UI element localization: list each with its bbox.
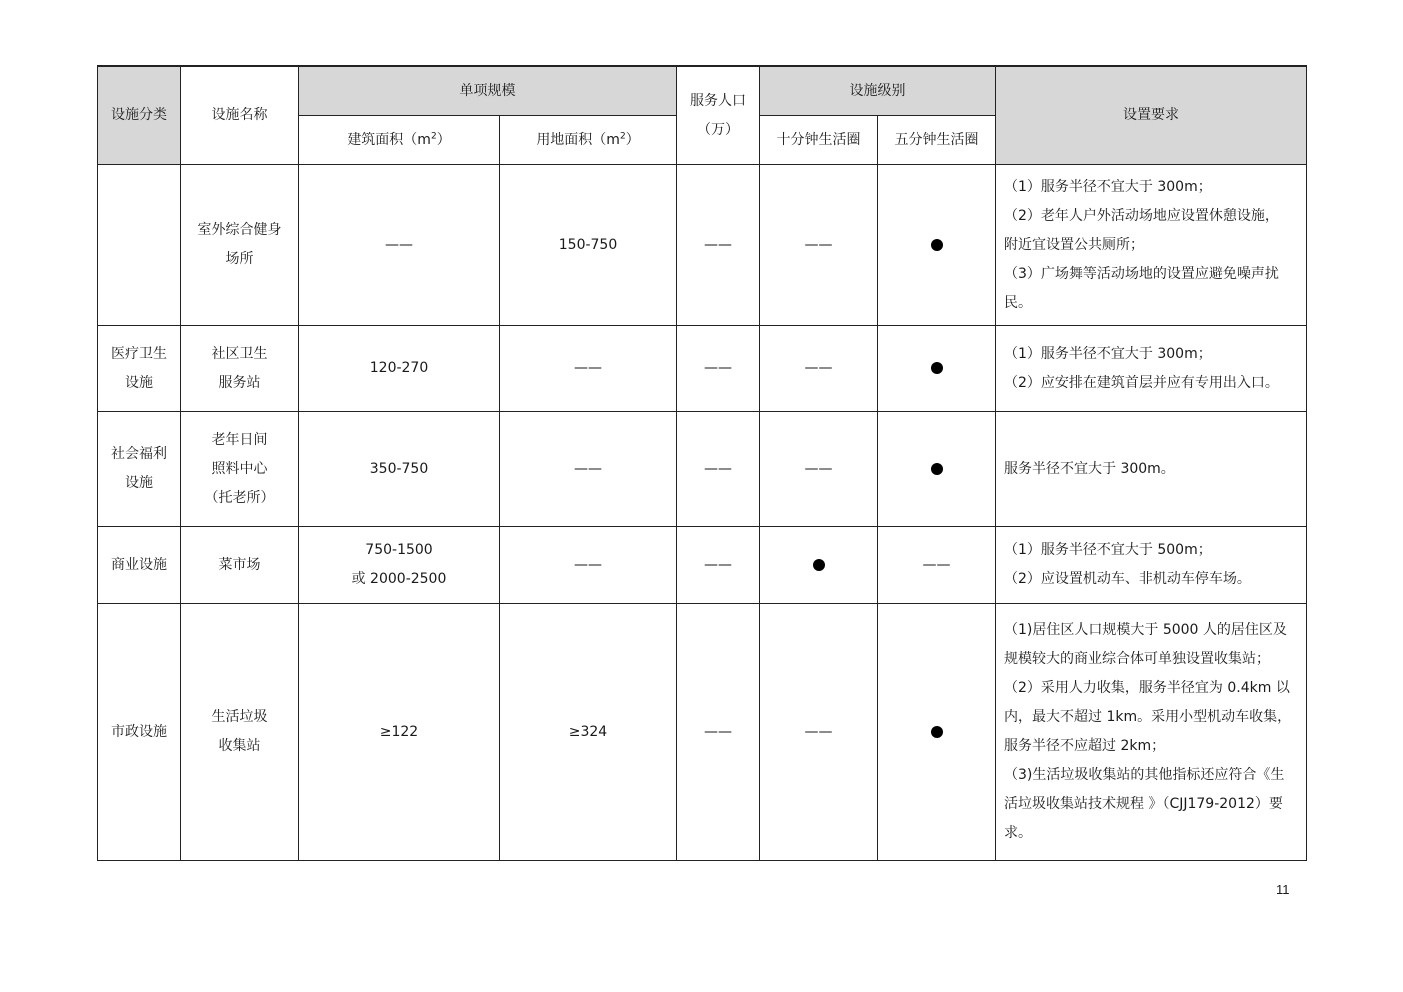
ten-min-line: —— — [804, 236, 833, 253]
building-area-label: 建筑面积（m — [347, 131, 431, 148]
population-cell — [677, 412, 760, 527]
name-cell — [181, 165, 299, 326]
requirement-line: 规模较大的商业综合体可单独设置收集站； — [1004, 651, 1270, 667]
category-line: 医疗卫生 — [111, 345, 167, 362]
header-name: 设施名称 — [181, 66, 299, 165]
header-population — [677, 66, 760, 165]
level-dot-icon — [931, 239, 943, 251]
five-min-line: —— — [922, 556, 951, 573]
facility-table — [97, 65, 1307, 861]
land-area-line: 150-750 — [558, 236, 618, 253]
land-area-cell — [500, 165, 677, 326]
ten-min-cell — [760, 165, 878, 326]
level-dot-icon — [931, 726, 943, 738]
land-area-cell — [500, 527, 677, 604]
name-cell — [181, 326, 299, 412]
building-area-cell — [299, 604, 500, 861]
requirement-line: （1）服务半径不宜大于 300m； — [1004, 178, 1212, 195]
header-requirements: 设置要求 — [996, 66, 1307, 165]
header-level: 设施级别 — [760, 66, 996, 116]
unit-close: ） — [625, 131, 640, 148]
level-dot-icon — [813, 559, 825, 571]
requirement-line: 附近宜设置公共厕所； — [1004, 236, 1144, 253]
land-area-cell — [500, 412, 677, 527]
requirements-cell — [996, 412, 1307, 527]
name-line: （托老所） — [204, 489, 275, 506]
building-area-cell — [299, 527, 500, 604]
name-cell — [181, 527, 299, 604]
building-area-line: 或 2000-2500 — [351, 571, 447, 587]
ten-min-line: —— — [804, 723, 833, 740]
building-area-line: 350-750 — [369, 460, 429, 477]
requirement-line: 民。 — [1004, 294, 1032, 311]
population-line: —— — [704, 360, 732, 376]
table-body — [98, 165, 1307, 861]
category-cell — [98, 412, 181, 527]
category-cell — [98, 165, 181, 326]
category-line: 设施 — [125, 374, 153, 391]
name-cell — [181, 412, 299, 527]
name-line: 室外综合健身 — [197, 222, 282, 238]
population-line: —— — [704, 723, 732, 740]
category-cell — [98, 527, 181, 604]
category-line: 社会福利 — [111, 446, 167, 462]
unit-close: ） — [436, 131, 451, 148]
name-line: 社区卫生 — [211, 345, 268, 362]
requirements-cell — [996, 326, 1307, 412]
ten-min-line: —— — [804, 460, 833, 477]
building-area-cell — [299, 326, 500, 412]
table-row — [98, 527, 1307, 604]
ten-min-cell — [760, 326, 878, 412]
building-area-cell — [299, 165, 500, 326]
five-min-cell — [878, 326, 996, 412]
category-cell — [98, 326, 181, 412]
requirement-line: 服务半径不宜大于 300m。 — [1004, 460, 1175, 477]
population-cell — [677, 165, 760, 326]
name-line: 生活垃圾 — [211, 709, 268, 725]
requirement-line: （2）老年人户外活动场地应设置休憩设施， — [1004, 207, 1279, 224]
population-cell — [677, 527, 760, 604]
building-area-line: ≥122 — [379, 723, 419, 740]
requirement-line: （2）应安排在建筑首层并应有专用出入口。 — [1004, 374, 1279, 391]
requirement-line: 内，最大不超过 1km。采用小型机动车收集， — [1004, 709, 1292, 725]
land-area-line: —— — [574, 556, 602, 573]
ten-min-cell — [760, 527, 878, 604]
population-cell — [677, 326, 760, 412]
unit-sup: 2 — [430, 130, 437, 141]
building-area-cell — [299, 412, 500, 527]
ten-min-cell — [760, 604, 878, 861]
requirement-line: 服务半径不应超过 2km； — [1004, 738, 1166, 754]
land-area-line: —— — [574, 460, 602, 477]
name-line: 菜市场 — [218, 556, 261, 573]
category-line: 设施 — [125, 475, 153, 491]
land-area-line: —— — [574, 360, 602, 376]
ten-min-cell — [760, 412, 878, 527]
land-area-cell — [500, 326, 677, 412]
requirement-line: 活垃圾收集站技术规程 》（CJJ179-2012）要 — [1004, 796, 1283, 812]
land-area-line: ≥324 — [568, 723, 608, 740]
five-min-cell — [878, 165, 996, 326]
category-cell — [98, 604, 181, 861]
requirements-cell — [996, 604, 1307, 861]
requirement-line: （2）采用人力收集，服务半径宜为 0.4km 以 — [1004, 680, 1290, 696]
unit-sup: 2 — [619, 130, 626, 141]
population-line: —— — [704, 460, 732, 477]
name-line: 照料中心 — [211, 460, 268, 477]
header-building-area — [299, 116, 500, 165]
header-population-line1: 服务人口 — [690, 92, 746, 109]
page-number: 11 — [1276, 882, 1290, 897]
requirement-line: （3）广场舞等活动场地的设置应避免噪声扰 — [1004, 265, 1279, 282]
five-min-cell — [878, 412, 996, 527]
five-min-cell — [878, 604, 996, 861]
requirement-line: （1）服务半径不宜大于 500m； — [1004, 542, 1212, 558]
level-dot-icon — [931, 463, 943, 475]
table-row — [98, 412, 1307, 527]
requirements-cell — [996, 165, 1307, 326]
requirement-line: （1)居住区人口规模大于 5000 人的居住区及 — [1004, 622, 1287, 638]
requirement-line: （1）服务半径不宜大于 300m； — [1004, 345, 1212, 362]
header-category: 设施分类 — [98, 66, 181, 165]
building-area-line: —— — [385, 236, 413, 253]
name-line: 服务站 — [218, 374, 261, 391]
table-row — [98, 165, 1307, 326]
five-min-cell — [878, 527, 996, 604]
header-level-5min: 五分钟生活圈 — [878, 116, 996, 165]
header-land-area — [500, 116, 677, 165]
building-area-line: 750-1500 — [365, 542, 433, 558]
header-level-10min: 十分钟生活圈 — [760, 116, 878, 165]
requirement-line: 求。 — [1004, 825, 1032, 841]
table-row — [98, 326, 1307, 412]
requirements-cell — [996, 527, 1307, 604]
header-population-line2: （万） — [697, 121, 739, 138]
name-line: 收集站 — [218, 738, 261, 754]
category-line: 商业设施 — [111, 556, 167, 573]
name-cell — [181, 604, 299, 861]
requirement-line: （3)生活垃圾收集站的其他指标还应符合《生 — [1004, 767, 1285, 783]
ten-min-line: —— — [804, 360, 833, 376]
requirement-line: （2）应设置机动车、非机动车停车场。 — [1004, 571, 1251, 587]
land-area-label: 用地面积（m — [536, 131, 620, 148]
level-dot-icon — [931, 362, 943, 374]
population-line: —— — [704, 236, 732, 253]
category-line: 市政设施 — [111, 723, 167, 740]
population-line: —— — [704, 556, 732, 573]
land-area-cell — [500, 604, 677, 861]
name-line: 场所 — [225, 251, 254, 267]
table-row — [98, 604, 1307, 861]
population-cell — [677, 604, 760, 861]
name-line: 老年日间 — [211, 431, 268, 448]
building-area-line: 120-270 — [369, 360, 429, 376]
header-scale: 单项规模 — [299, 66, 677, 116]
